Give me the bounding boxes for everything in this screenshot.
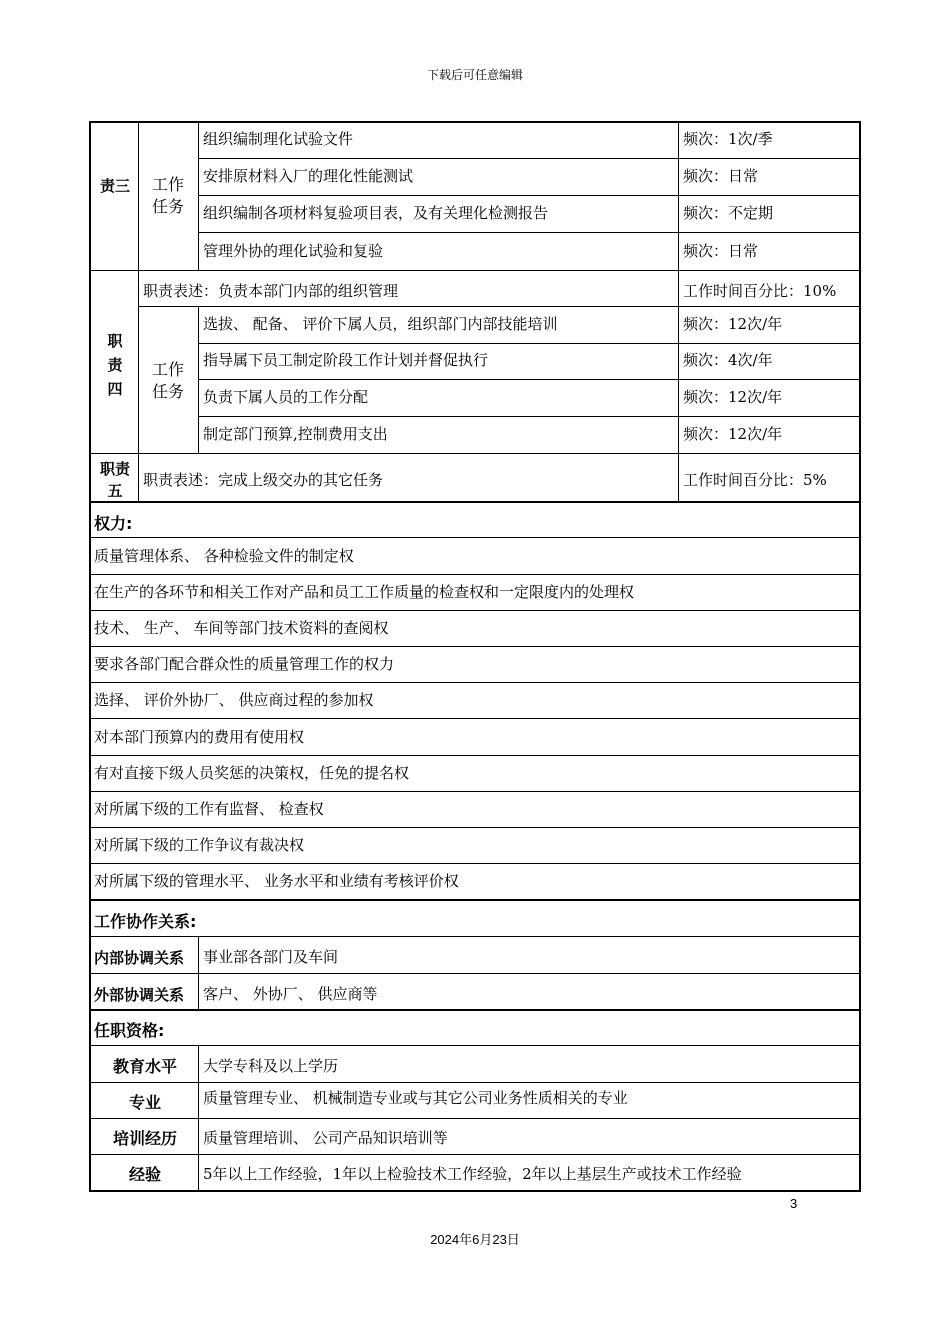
duty4-label-3: 四 [107, 380, 123, 398]
duty3-task-4: 管理外协的理化试验和复验 [203, 242, 384, 260]
duty4-freq-4: 频次：12次/年 [683, 425, 783, 443]
grid-line [90, 1045, 860, 1046]
grid-line [90, 646, 860, 647]
page-header: 下载后可任意编辑 [426, 68, 523, 82]
grid-line [90, 863, 860, 864]
training-value: 质量管理培训、 公司产品知识培训等 [203, 1129, 448, 1147]
duty4-label-1: 职 [107, 332, 123, 350]
duty3-task-2: 安排原材料入厂的理化性能测试 [203, 167, 414, 185]
authority-item: 有对直接下级人员奖惩的决策权，任免的提名权 [94, 764, 410, 782]
grid-line [90, 610, 860, 611]
authority-item: 对所属下级的工作争议有裁决权 [94, 836, 305, 854]
grid-line [678, 270, 679, 453]
duty4-task-label: 工作任务 [151, 360, 184, 401]
authority-item: 对所属下级的工作有监督、 检查权 [94, 800, 324, 818]
grid-line [90, 1154, 860, 1155]
grid-line [90, 682, 860, 683]
page-number: 3 [790, 1196, 798, 1211]
duty4-task-1: 选拔、 配备、 评价下属人员，组织部门内部技能培训 [203, 315, 558, 333]
grid-line [198, 343, 860, 344]
grid-line [90, 973, 860, 974]
grid-line [90, 270, 860, 271]
duty3-label: 责三 [100, 177, 131, 195]
grid-line [138, 270, 139, 453]
footer-date: 2024年6月23日 [430, 1232, 520, 1247]
grid-line [90, 718, 860, 719]
training-label: 培训经历 [112, 1129, 177, 1148]
grid-line [90, 1082, 860, 1083]
duty4-task-2: 指导属下员工制定阶段工作计划并督促执行 [203, 351, 489, 369]
grid-line [90, 574, 860, 575]
authority-item: 要求各部门配合群众性的质量管理工作的权力 [94, 655, 395, 673]
grid-line [138, 306, 860, 307]
experience-label: 经验 [128, 1165, 161, 1184]
grid-line [198, 1045, 199, 1191]
internal-relation-label: 内部协调关系 [94, 949, 185, 967]
grid-line [90, 827, 860, 828]
authority-item: 对本部门预算内的费用有使用权 [94, 728, 305, 746]
grid-line [90, 453, 860, 454]
external-relation-value: 客户、 外协厂、 供应商等 [203, 985, 378, 1003]
grid-line [198, 936, 199, 1010]
major-label: 专业 [128, 1093, 161, 1112]
grid-line [90, 791, 860, 792]
grid-line [90, 936, 860, 937]
experience-value: 5年以上工作经验，1年以上检验技术工作经验，2年以上基层生产或技术工作经验 [203, 1165, 742, 1183]
grid-line [138, 122, 139, 270]
duty4-percent: 工作时间百分比：10% [683, 282, 837, 300]
grid-line [678, 453, 679, 502]
education-label: 教育水平 [112, 1057, 177, 1076]
external-relation-label: 外部协调关系 [94, 986, 185, 1004]
education-value: 大学专科及以上学历 [203, 1057, 339, 1075]
grid-line [198, 416, 860, 417]
authority-item: 对所属下级的管理水平、 业务水平和业绩有考核评价权 [94, 872, 459, 890]
duty3-task-label: 工作任务 [151, 175, 184, 216]
grid-line [198, 158, 860, 159]
duty4-task-3: 负责下属人员的工作分配 [203, 388, 369, 406]
grid-line [90, 501, 860, 503]
grid-line [90, 755, 860, 756]
authority-item: 技术、 生产、 车间等部门技术资料的查阅权 [94, 619, 389, 637]
duty3-freq-3: 频次：不定期 [683, 204, 774, 222]
grid-line [90, 537, 860, 538]
duty4-task-4: 制定部门预算,控制费用支出 [203, 425, 388, 443]
grid-line [198, 379, 860, 380]
authority-item: 选择、 评价外协厂、 供应商过程的参加权 [94, 691, 374, 709]
qualification-title: 任职资格: [94, 1021, 165, 1040]
internal-relation-value: 事业部各部门及车间 [203, 948, 339, 966]
grid-line [198, 232, 860, 233]
duty3-task-3: 组织编制各项材料复验项目表，及有关理化检测报告 [203, 204, 549, 222]
cooperation-title: 工作协作关系: [94, 912, 197, 931]
grid-line [138, 453, 139, 502]
duty3-freq-1: 频次：1次/季 [683, 130, 773, 148]
duty5-description: 职责表述：完成上级交办的其它任务 [143, 471, 384, 489]
duty5-label-1: 职责 [99, 460, 130, 478]
duty4-freq-1: 频次：12次/年 [683, 315, 783, 333]
authority-item: 质量管理体系、 各种检验文件的制定权 [94, 547, 354, 565]
duty5-percent: 工作时间百分比：5% [683, 471, 827, 489]
authority-item: 在生产的各环节和相关工作对产品和员工工作质量的检查权和一定限度内的处理权 [94, 583, 635, 601]
authority-title: 权力: [94, 514, 133, 533]
duty4-description: 职责表述：负责本部门内部的组织管理 [143, 282, 399, 300]
grid-line [90, 1118, 860, 1119]
grid-line [198, 122, 199, 270]
grid-line [198, 195, 860, 196]
grid-line [90, 899, 860, 901]
duty3-freq-4: 频次：日常 [683, 242, 759, 260]
duty4-label-2: 责 [107, 356, 123, 374]
duty4-freq-2: 频次：4次/年 [683, 351, 773, 369]
duty5-label-2: 五 [107, 482, 123, 500]
grid-line [90, 1009, 860, 1011]
duty3-freq-2: 频次：日常 [683, 167, 759, 185]
major-value: 质量管理专业、 机械制造专业或与其它公司业务性质相关的专业 [203, 1089, 628, 1107]
duty3-task-1: 组织编制理化试验文件 [203, 130, 354, 148]
grid-line [678, 122, 679, 270]
duty4-freq-3: 频次：12次/年 [683, 388, 783, 406]
